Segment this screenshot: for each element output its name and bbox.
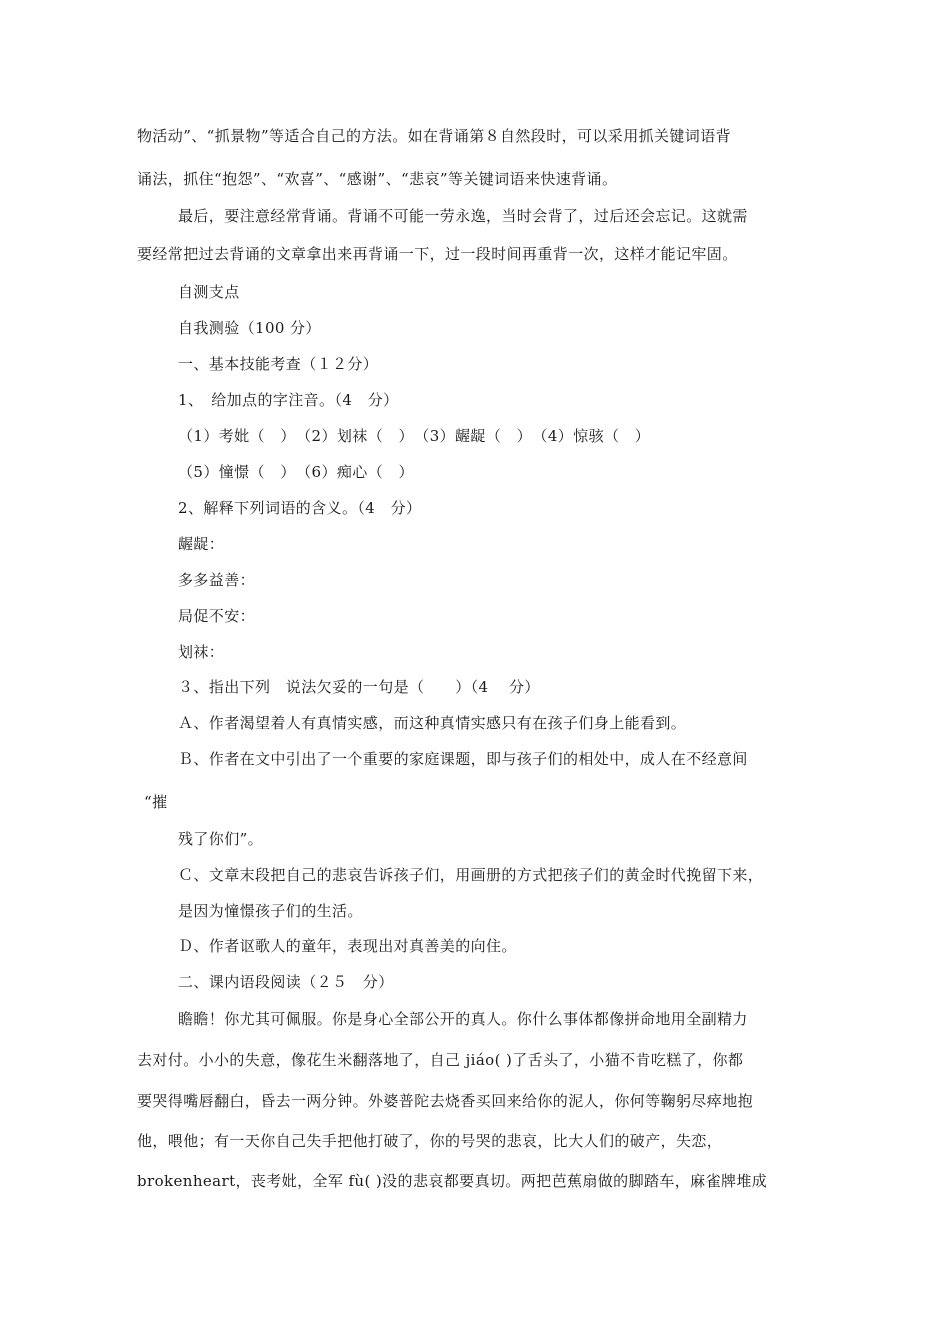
option-line: Ａ、作者渴望着人有真情实感，而这种真情实感只有在孩子们身上能看到。: [178, 714, 687, 732]
question-line: 1、 给加点的字注音。（4 分）: [178, 391, 399, 409]
passage-line: 去对付。小小的失意，像花生米翻落地了，自己 jiáo( )了舌头了，小猫不肯吃糕了，你都: [137, 1051, 744, 1069]
question-line: ３、指出下列 说法欠妥的一句是（ ）（4 分）: [178, 678, 540, 696]
question-line: （1）考妣（ ） （2）划袜（ ） （3）龌龊（ ） （4）惊骇（ ）: [178, 427, 651, 445]
option-line: 是因为憧憬孩子们的生活。: [178, 902, 363, 920]
section-heading: 一、基本技能考查（１２分）: [178, 355, 379, 373]
paragraph-line: 物活动”、“抓景物”等适合自己的方法。如在背诵第８自然段时，可以采用抓关键词语背: [137, 127, 732, 145]
passage-line: 要哭得嘴唇翻白，昏去一两分钟。外婆普陀去烧香买回来给你的泥人，你何等鞠躬尽瘁地抱: [137, 1092, 754, 1110]
option-line: 残了你们”。: [178, 830, 264, 848]
passage-line: brokenheart，丧考妣，全军 fù( )没的悲哀都要真切。两把芭蕉扇做的脚踏车，麻雀牌堆成: [137, 1172, 768, 1190]
paragraph-line: 最后，要注意经常背诵。背诵不可能一劳永逸，当时会背了，过后还会忘记。这就需: [178, 207, 748, 225]
section-heading: 二、课内语段阅读（２５ 分）: [178, 973, 394, 991]
question-line: 多多益善：: [178, 571, 256, 589]
paragraph-line: 诵法，抓住“抱怨”、“欢喜”、“感谢”、“悲哀”等关键词语来快速背诵。: [137, 170, 618, 188]
question-line: 2、解释下列词语的含义。（4 分）: [178, 499, 422, 517]
section-heading: 自测支点: [178, 283, 240, 301]
option-line: Ｂ、作者在文中引出了一个重要的家庭课题，即与孩子们的相处中，成人在不经意间: [178, 750, 748, 768]
option-line: “摧: [144, 793, 168, 811]
passage-line: 他，喂他；有一天你自己失手把他打破了，你的号哭的悲哀，比大人们的破产，失恋，: [137, 1132, 723, 1150]
option-line: Ｃ、文章末段把自己的悲哀告诉孩子们，用画册的方式把孩子们的黄金时代挽留下来，: [178, 866, 764, 884]
passage-line: 瞻瞻！你尤其可佩服。你是身心全部公开的真人。你什么事体都像拼命地用全副精力: [178, 1010, 748, 1028]
question-line: 龌龊：: [178, 535, 225, 553]
section-heading: 自我测验（100 分）: [178, 319, 321, 337]
option-line: Ｄ、作者讴歌人的童年，表现出对真善美的向住。: [178, 937, 517, 955]
paragraph-line: 要经常把过去背诵的文章拿出来再背诵一下，过一段时间再重背一次，这样才能记牢固。: [137, 245, 738, 263]
question-line: 局促不安：: [178, 607, 256, 625]
question-line: （5）憧憬（ ） （6）痴心（ ）: [178, 463, 414, 481]
question-line: 划袜：: [178, 643, 225, 661]
